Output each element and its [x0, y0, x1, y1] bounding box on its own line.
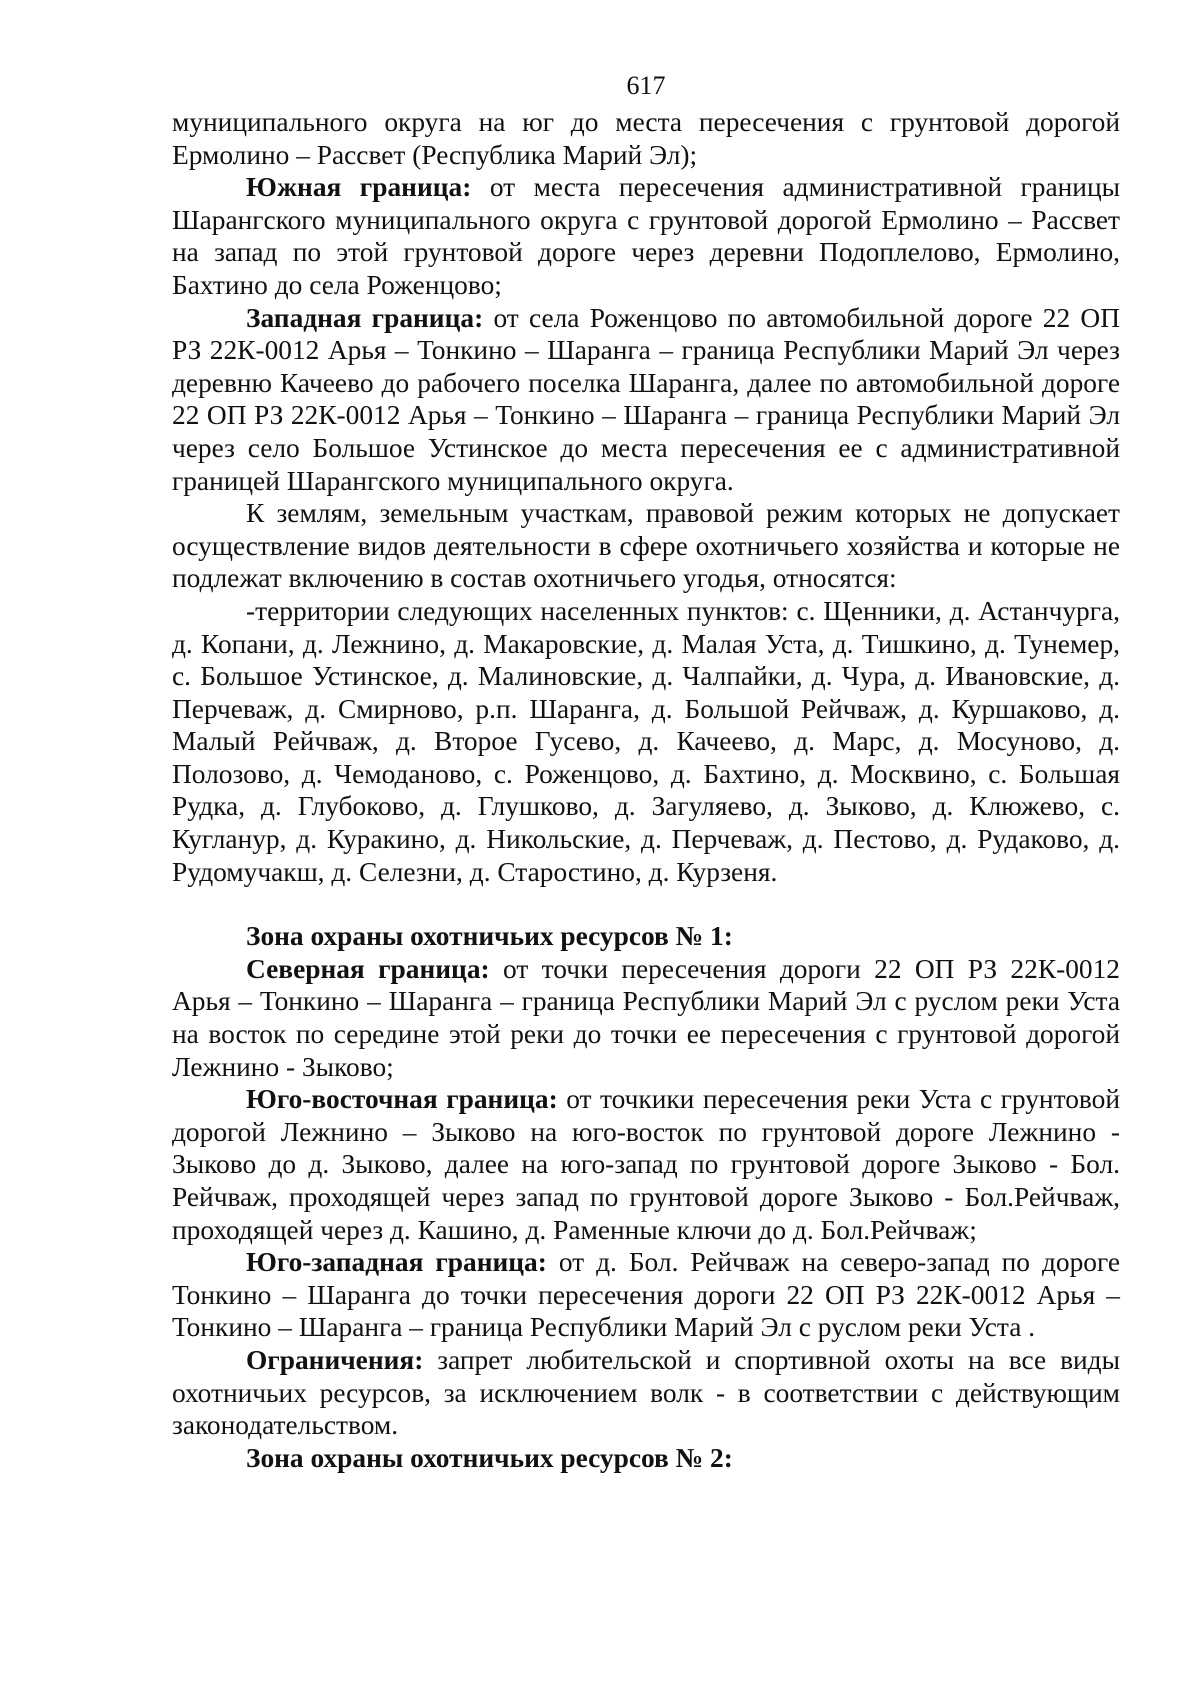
zone1-southeast-label: Юго-восточная граница:: [246, 1084, 558, 1115]
zone1-restrictions-text: запрет любительской и спортивной охоты на все виды охотничьих ресурсов, за исключением волк - в соответствии с действующим законодательством.: [172, 1344, 1120, 1441]
zone1-southwest-text: от д. Бол. Рейчваж на северо-запад по дороге Тонкино – Шаранга до точки пересечения дороги 22 ОП РЗ 22К-0012 Арья – Тонкино – Шаранга – граница Республики Марий Эл с руслом реки Уста .: [172, 1247, 1120, 1343]
west-boundary-text: от села Роженцово по автомобильной дороге 22 ОП РЗ 22К-0012 Арья – Тонкино – Шаранга – граница Республики Марий Эл через деревню Качеево до рабочего поселка Шаранга, далее по автомобильной дороге 22 ОП РЗ 22К-0012 Арья – Тонкино – Шаранга – граница Республики Марий Эл через село Большое Устинское до места пересечения ее с административной границей Шарангского муниципального округа.: [172, 302, 1120, 496]
section-gap: [172, 888, 1120, 920]
zone1-southeast-text: от точкики пересечения реки Уста с грунтовой дорогой Лежнино – Зыково на юго-восток по грунтовой дороге Лежнино - Зыково до д. Зыково, далее на юго-запад по грунтовой дороге Зыково - Бол. Рейчваж, проходящей через запад по грунтовой дороге Зыково - Бол.Рейчваж, проходящей через д. Кашино, д. Раменные ключи до д. Бол.Рейчваж;: [172, 1084, 1120, 1245]
west-boundary-paragraph: [172, 302, 1120, 498]
zone1-north-text: от точки пересечения дороги 22 ОП РЗ 22К-0012 Арья – Тонкино – Шаранга – граница Республики Марий Эл с руслом реки Уста на восток по середине этой реки до точки ее пересечения с грунтовой дорогой Лежнино - Зыково;: [172, 953, 1120, 1082]
zone2-heading: Зона охраны охотничьих ресурсов № 2:: [246, 1442, 733, 1473]
lands-intro-paragraph: К землям, земельным участкам, правовой режим которых не допускает осуществление видов деятельности в сфере охотничьего хозяйства и которые не подлежат включению в состав охотничьего угодья, относятся:: [172, 498, 1120, 594]
south-boundary-label: Южная граница:: [246, 172, 472, 203]
south-boundary-text: от места пересечения административной границы Шарангского муниципального округа с грунтовой дорогой Ермолино – Рассвет на запад по этой грунтовой дороге через деревни Подоплелово, Ермолино, Бахтино до села Роженцово;: [172, 172, 1120, 300]
zone1-restrictions-label: Ограничения:: [246, 1344, 424, 1375]
west-boundary-label: Западная граница:: [246, 302, 484, 333]
page-number: 617: [626, 71, 666, 100]
paragraph-continuation: муниципального округа на юг до места пересечения с грунтовой дорогой Ермолино – Рассвет (Республика Марий Эл);: [172, 107, 1120, 170]
zone1-southeast-paragraph: [172, 1083, 1120, 1246]
zone1-north-paragraph: [172, 953, 1120, 1083]
south-boundary-paragraph: [172, 171, 1120, 301]
zone1-southwest-label: Юго-западная граница:: [246, 1247, 547, 1278]
zone1-heading: Зона охраны охотничьих ресурсов № 1:: [246, 921, 733, 952]
document-page: [172, 0, 1120, 1474]
zone1-southwest-paragraph: [172, 1246, 1120, 1344]
territories-paragraph: -территории следующих населенных пунктов: с. Щенники, д. Астанчурга, д. Копани, д. Лежнино, д. Макаровские, д. Малая Уста, д. Тишкино, д. Тунемер, с. Большое Устинское, д. Малиновские, д. Чалпайки, д. Чура, д. Ивановские, д. Перчеваж, д. Смирново, р.п. Шаранга, д. Большой Рейчваж, д. Куршаково, д. Малый Рейчваж, д. Второе Гусево, д. Качеево, д. Марс, д. Мосуново, д. Полозово, д. Чемоданово, с. Роженцово, д. Бахтино, д. Москвино, с. Большая Рудка, д. Глубоково, д. Глушково, д. Загуляево, д. Зыково, д. Клюжево, с. Кугланур, д. Куракино, д. Никольские, д. Перчеваж, д. Пестово, д. Рудаково, д. Рудомучакш, д. Селезни, д. Старостино, д. Курзеня.: [172, 595, 1120, 887]
zone1-restrictions-paragraph: [172, 1344, 1120, 1442]
zone1-north-label: Северная граница:: [246, 953, 490, 984]
